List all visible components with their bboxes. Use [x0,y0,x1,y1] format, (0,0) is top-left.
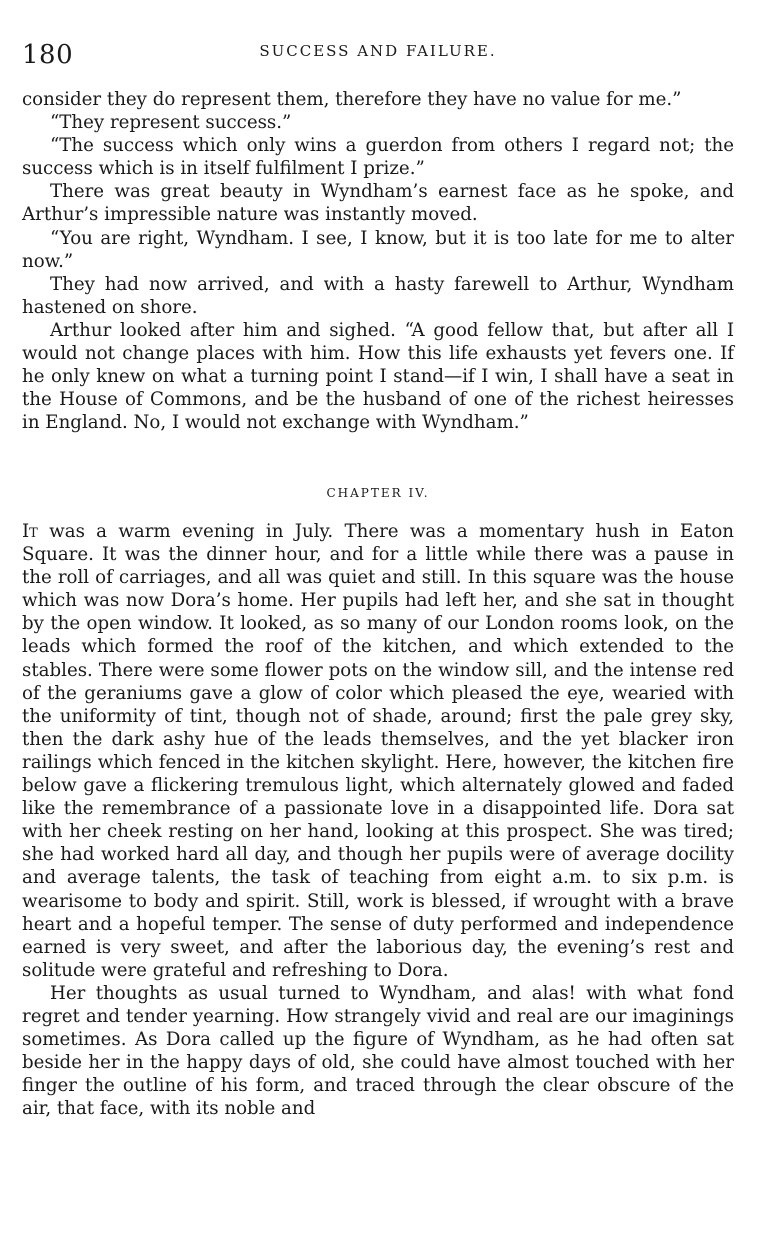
page-header [22,38,734,78]
paragraph-opening [22,520,734,982]
paragraph: There was great beauty in Wyndham’s earnest face as he spoke, and Arthur’s impressible nature was instantly moved. [22,181,734,226]
first-word: It [22,521,38,542]
paragraph: “You are right, Wyndham. I see, I know, but it is too late for me to alter now.” [22,227,734,272]
paragraph-body: was a warm evening in July. There was a momentary hush in Eaton Square. It was the dinner hour, and for a little while there was a pause in the roll of carriages, and all was quiet and still. In this square was the house which was now Dora’s home. Her pupils had left her, and she sat in thought by the open window. It looked, as so many of our London rooms look, on the leads which formed the roof of the kitchen, and which extended to the stables. There were some flower pots on the window sill, and the intense red of the geraniums gave a glow of color which pleased the eye, wearied with the uniformity of tint, though not of shade, around; first the pale grey sky, then the dark ashy hue of the leads themselves, and the yet blacker iron railings which fenced in the kitchen skylight. Here, however, the kitchen fire below gave a flickering tremulous light, which alternately glowed and faded like the remembrance of a passionate love in a disappointed life. Dora sat with her cheek resting on her hand, looking at this prospect. She was tired; she had worked hard all day, and though her pupils were of average docility and average talents, the task of teaching from eight a.m. to six p.m. is wearisome to body and spirit. Still, work is blessed, if wrought with a brave heart and a hopeful temper. The sense of duty performed and independence earned is very sweet, and after the laborious day, the evening’s rest and solitude were grateful and refreshing to Dora. [22,521,734,981]
paragraph: They had now arrived, and with a hasty farewell to Arthur, Wyndham hastened on shore. [22,273,734,318]
page-number: 180 [22,40,74,70]
paragraph: consider they do represent them, therefore they have no value for me.” [22,89,682,110]
text-block-chapter [22,520,734,1120]
running-head: SUCCESS AND FAILURE. [259,42,497,60]
paragraph: “The success which only wins a guerdon from others I regard not; the success which is in itself fulfilment I prize.” [22,135,734,180]
text-block-dialogue [22,88,734,434]
paragraph: “They represent success.” [50,112,292,134]
chapter-heading: CHAPTER IV. [326,486,430,500]
paragraph: Arthur looked after him and sighed. “A good fellow that, but after all I would not change places with him. How this life exhausts yet fevers one. If he only knew on what a turning point I stand—if I win, I shall have a seat in the House of Commons, and be the husband of one of the richest heiresses in England. No, I would not exchange with Wyndham.” [22,319,734,434]
paragraph: Her thoughts as usual turned to Wyndham, and alas! with what fond regret and tender yearning. How strangely vivid and real are our imaginings sometimes. As Dora called up the figure of Wyndham, as he had often sat beside her in the happy days of old, she could have almost touched with her finger the outline of his form, and traced through the clear obscure of the air, that face, with its noble and [22,982,734,1120]
